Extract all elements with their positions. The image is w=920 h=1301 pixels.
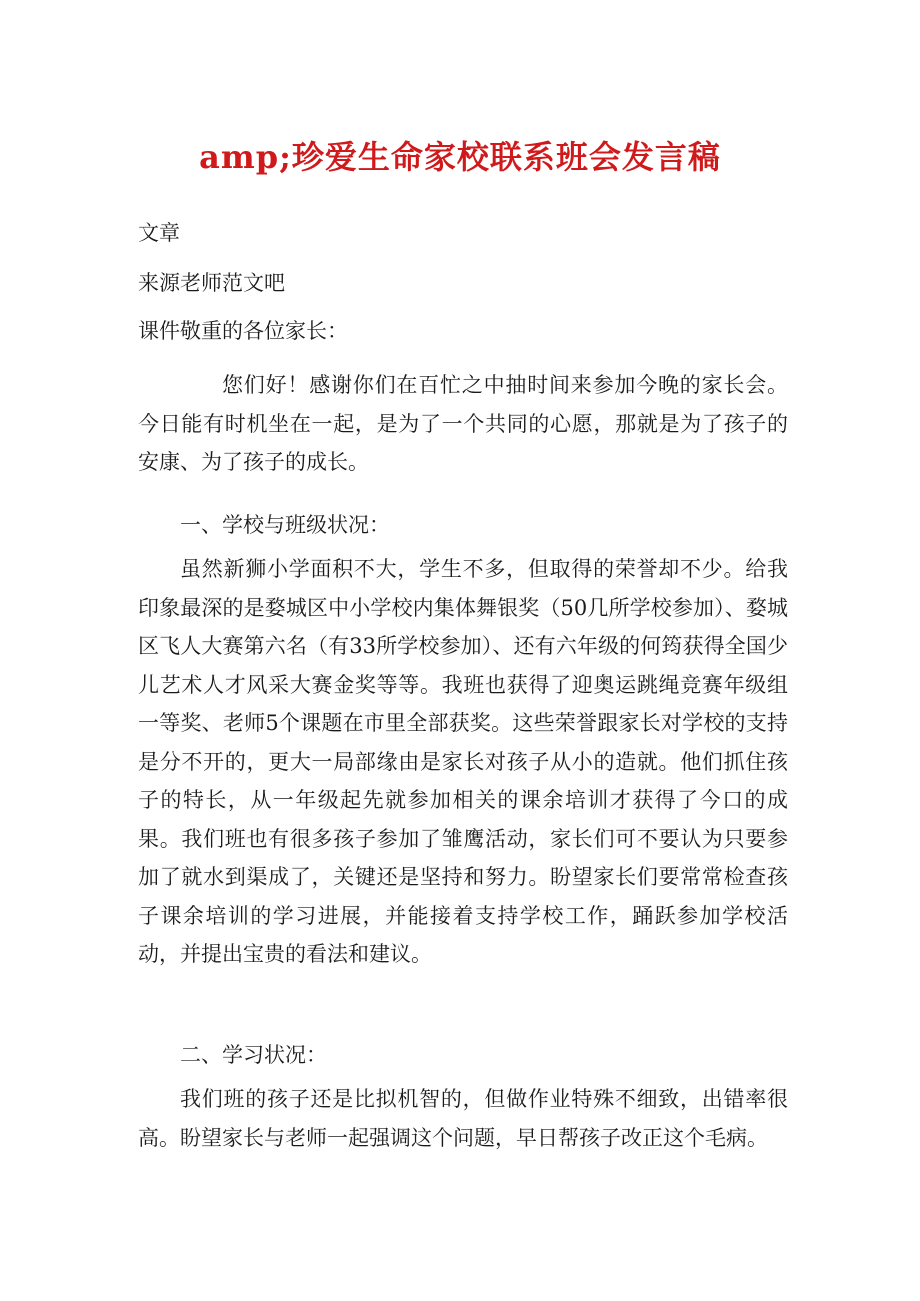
salutation: 课件敬重的各位家长： — [138, 319, 348, 343]
section-1-heading: 一、学校与班级状况： — [180, 513, 390, 537]
greeting-paragraph: 您们好！感谢你们在百忙之中抽时间来参加今晚的家长会。今日能有时机坐在一起，是为了一个共同的心愿，那就是为了孩子的安康、为了孩子的成长。 — [138, 373, 788, 474]
section-2-paragraph: 我们班的孩子还是比拟机智的，但做作业特殊不细致，出错率很高。盼望家长与老师一起强调这个问题，早日帮孩子改正这个毛病。 — [138, 1087, 788, 1150]
meta-line-source: 来源老师范文吧 — [138, 271, 285, 295]
meta-line-article: 文章 — [138, 221, 180, 245]
section-2-heading: 二、学习状况： — [180, 1043, 327, 1067]
section-1-paragraph: 虽然新狮小学面积不大，学生不多，但取得的荣誉却不少。给我印象最深的是婺城区中小学校内集体舞银奖（50几所学校参加）、婺城区飞人大赛第六名（有33所学校参加）、还有六年级的何筠获得全国少儿艺术人才风采大赛金奖等等。我班也获得了迎奥运跳绳竞赛年级组一等奖、老师5个课题在市里全部获奖。这些荣誉跟家长对学校的支持是分不开的，更大一局部缘由是家长对孩子从小的造就。他们抓住孩子的特长，从一年级起先就参加相关的课余培训才获得了今口的成果。我们班也有很多孩子参加了雏鹰活动，家长们可不要认为只要参加了就水到渠成了，关键还是坚持和努力。盼望家长们要常常检查孩子课余培训的学习进展，并能接着支持学校工作，踊跃参加学校活动，并提出宝贵的看法和建议。 — [138, 557, 788, 966]
document-title: amp;珍爱生命家校联系班会发言稿 — [199, 138, 721, 176]
